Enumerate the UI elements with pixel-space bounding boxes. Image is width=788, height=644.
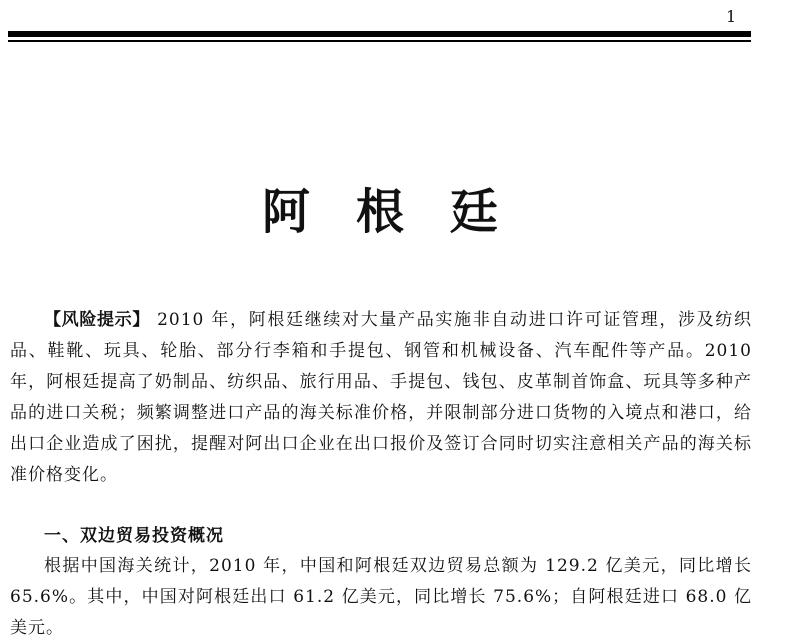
risk-notice-label: 【风险提示】 bbox=[44, 310, 150, 330]
page-title: 阿根廷 bbox=[261, 184, 544, 241]
section-body-paragraph: 根据中国海关统计，2010 年，中国和阿根廷双边贸易总额为 129.2 亿美元，同比增长 65.6%。其中，中国对阿根廷出口 61.2 亿美元，同比增长 75.6%；自阿根廷进口 68.0 亿美元。 bbox=[10, 556, 752, 638]
header-rule-thin bbox=[8, 40, 751, 42]
risk-notice-paragraph bbox=[10, 305, 752, 491]
section-heading: 一、双边贸易投资概况 bbox=[44, 526, 224, 546]
header-rule-thick bbox=[8, 31, 751, 37]
risk-notice-text: 2010 年，阿根廷继续对大量产品实施非自动进口许可证管理，涉及纺织品、鞋靴、玩具、轮胎、部分行李箱和手提包、钢管和机械设备、汽车配件等产品。2010 年，阿根廷提高了奶制品、纺织品、旅行用品、手提包、钱包、皮革制首饰盒、玩具等多种产品的进口关税；频繁调整进口产品的海关标准价格，并限制部分进口货物的入境点和港口，给出口企业造成了困扰，提醒对阿出口企业在出口报价及签订合同时切实注意相关产品的海关标准价格变化。 bbox=[10, 310, 753, 485]
page-number: 1 bbox=[726, 7, 737, 26]
